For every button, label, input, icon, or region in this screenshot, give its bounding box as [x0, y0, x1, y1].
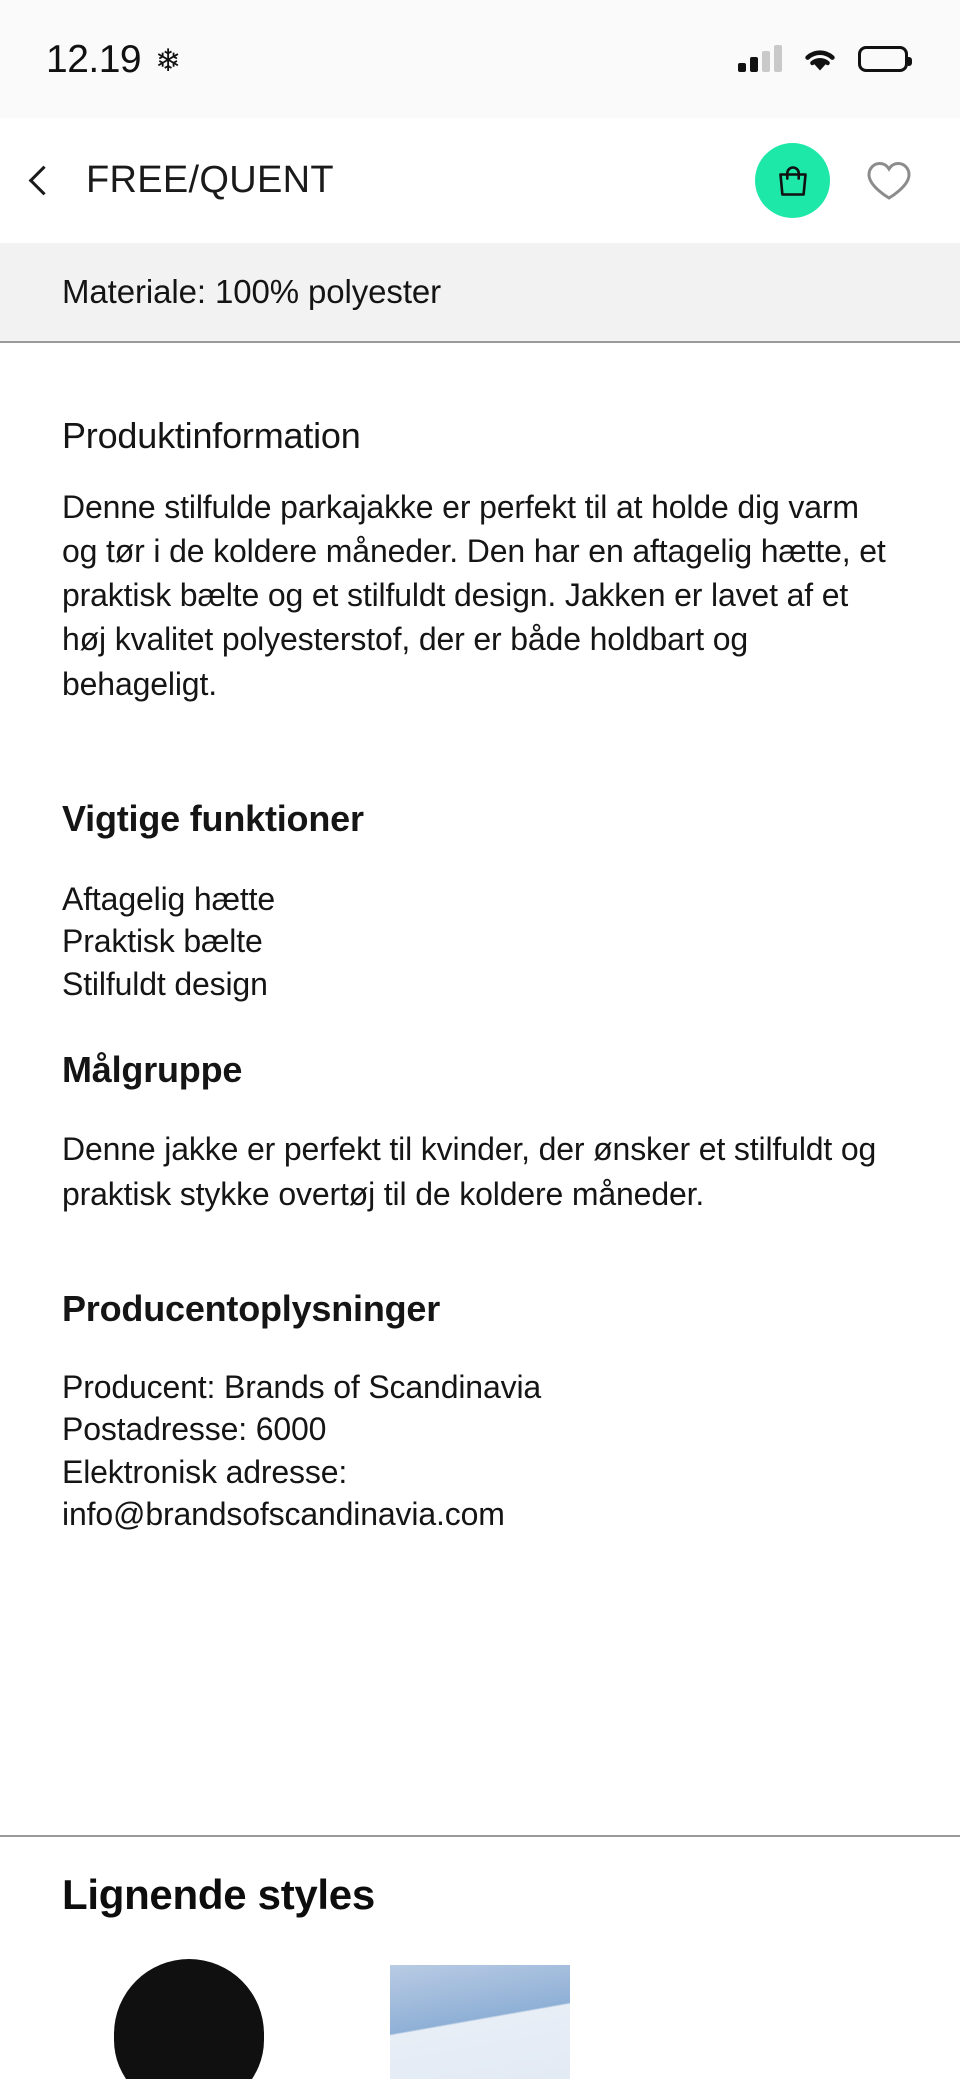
material-text: Materiale: 100% polyester — [62, 273, 442, 310]
shopping-bag-icon — [774, 162, 812, 200]
product-information-section — [62, 343, 898, 706]
signal-bars-icon — [738, 46, 782, 72]
list-item: info@brandsofscandinavia.com — [62, 1496, 505, 1533]
product-information-description: Denne stilfulde parkajakke er perfekt til at holde dig varm og tør i de koldere måneder. Den har en aftagelig hætte, et praktisk bælte og et stilfuldt design. Jakken er lavet af et høj kvalitet polyesterstof, der er både holdbart og behageligt. — [62, 489, 886, 702]
app-bar — [0, 118, 960, 243]
material-strip — [0, 243, 960, 343]
manufacturer-details — [62, 1366, 898, 1536]
list-item: Producent: Brands of Scandinavia — [62, 1368, 542, 1405]
blue-white-jacket-thumbnail — [390, 1965, 570, 2079]
features-heading: Vigtige funktioner — [62, 797, 364, 839]
back-button[interactable] — [0, 170, 86, 191]
audience-description: Denne jakke er perfekt til kvinder, der ønsker et stilfuldt og praktisk stykke overtøj til de koldere måneder. — [62, 1131, 877, 1212]
cart-button[interactable] — [755, 143, 830, 218]
list-item: Aftagelig hætte — [62, 880, 276, 917]
dark-jacket-thumbnail — [114, 1959, 264, 2079]
chevron-left-icon — [28, 166, 58, 196]
status-time: 12.19 — [46, 37, 142, 81]
list-item: Praktisk bælte — [62, 923, 263, 960]
similar-style-card-placeholder — [643, 1959, 898, 2079]
list-item: Stilfuldt design — [62, 965, 268, 1002]
favorite-button[interactable] — [858, 150, 920, 212]
similar-styles-heading: Lignende styles — [62, 1871, 375, 1918]
wifi-icon — [802, 46, 838, 73]
battery-icon — [858, 46, 908, 72]
list-item: Elektronisk adresse: — [62, 1453, 348, 1490]
status-bar-right — [738, 46, 908, 73]
heart-outline-icon — [865, 159, 913, 203]
product-content — [0, 343, 960, 1835]
audience-heading: Målgruppe — [62, 1049, 243, 1091]
page-title: FREE/QUENT — [86, 159, 334, 201]
list-item: Postadresse: 6000 — [62, 1411, 327, 1448]
status-bar-left — [46, 37, 182, 81]
product-information-heading: Produktinformation — [62, 415, 361, 456]
similar-styles-grid — [62, 1959, 898, 2079]
manufacturer-section — [62, 1216, 898, 1536]
snowflake-icon: ❄ — [155, 42, 182, 78]
similar-styles-section — [0, 1835, 960, 2079]
features-section — [62, 706, 898, 1006]
similar-style-card[interactable] — [62, 1959, 317, 2079]
manufacturer-heading: Producentoplysninger — [62, 1287, 441, 1329]
app-bar-actions — [755, 143, 920, 218]
similar-style-card[interactable] — [353, 1959, 608, 2079]
feature-list — [62, 878, 898, 1006]
status-bar — [0, 0, 960, 118]
audience-section — [62, 1005, 898, 1215]
